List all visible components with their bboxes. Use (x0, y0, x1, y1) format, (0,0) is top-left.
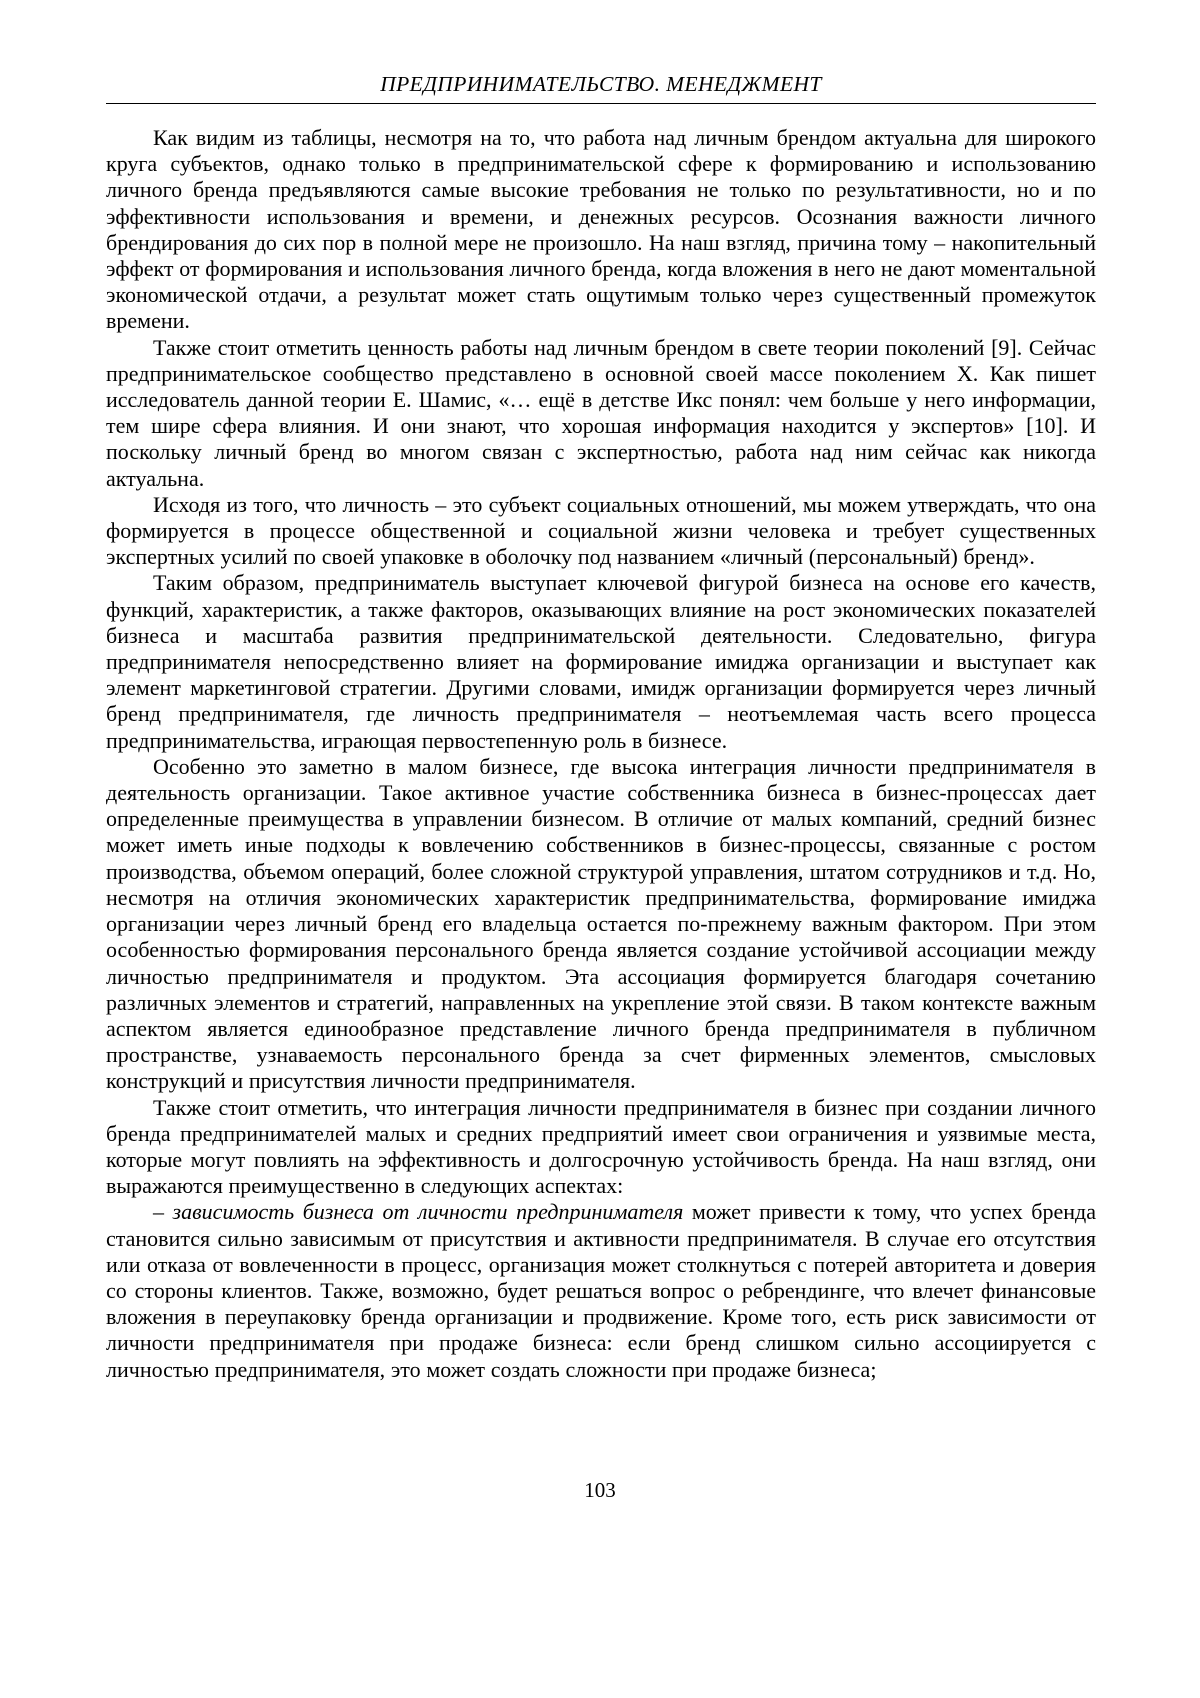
paragraph-6: Также стоит отметить, что интеграция личности предпринимателя в бизнес при создании личного бренда предпринимателей малых и средних предприятий имеет свои ограничения и уязвимые места, которые могут повлиять на эффективность и долгосрочную устойчивость бренда. На наш взгляд, они выражаются преимущественно в следующих аспектах: (106, 1094, 1096, 1199)
paragraph-1: Как видим из таблицы, несмотря на то, что работа над личным брендом актуальна для широкого круга субъектов, однако только в предпринимательской сфере к формированию и использованию личного бренда предъявляются самые высокие требования не только по результативности, но и по эффективности использования и времени, и денежных ресурсов. Осознания важности личного брендирования до сих пор в полной мере не произошло. На наш взгляд, причина тому – накопительный эффект от формирования и использования личного бренда, когда вложения в него не дают моментальной экономической отдачи, а результат может стать ощутимым только через существенный промежуток времени. (106, 125, 1096, 334)
paragraph-7-list-item (106, 1199, 1096, 1382)
list-item-text: может привести к тому, что успех бренда становится сильно зависимым от присутствия и активности предпринимателя. В случае его отсутствия или отказа от вовлеченности в процесс, организация может столкнуться с потерей авторитета и доверия со стороны клиентов. Также, возможно, будет решаться вопрос о ребрендинге, что влечет финансовые вложения в переупаковку бренда организации и продвижение. Кроме того, есть риск зависимости от личности предпринимателя при продаже бизнеса: если бренд слишком сильно ассоциируется с личностью предпринимателя, это может создать сложности при продаже бизнеса; (106, 1199, 1096, 1382)
page-footer (0, 1478, 1200, 1502)
paragraph-2: Также стоит отметить ценность работы над личным брендом в свете теории поколений [9]. Сейчас предпринимательское сообщество представлено в основной своей массе поколением X. Как пишет исследователь данной теории Е. Шамис, «… ещё в детстве Икс понял: чем больше у него информации, тем шире сфера влияния. И они знают, что хорошая информация находится у экспертов» [10]. И поскольку личный бренд во многом связан с экспертностью, работа над ним сейчас как никогда актуальна. (106, 334, 1096, 491)
page-number: 103 (584, 1478, 616, 1502)
paragraph-4: Таким образом, предприниматель выступает ключевой фигурой бизнеса на основе его качеств, функций, характеристик, а также факторов, оказывающих влияние на рост экономических показателей бизнеса и масштаба развития предпринимательской деятельности. Следовательно, фигура предпринимателя непосредственно влияет на формирование имиджа организации и выступает как элемент маркетинговой стратегии. Другими словами, имидж организации формируется через личный бренд предпринимателя, где личность предпринимателя – неотъемлемая часть всего процесса предпринимательства, играющая первостепенную роль в бизнесе. (106, 570, 1096, 753)
paragraph-5: Особенно это заметно в малом бизнесе, где высока интеграция личности предпринимателя в деятельность организации. Такое активное участие собственника бизнеса в бизнес-процессах дает определенные преимущества в управлении бизнесом. В отличие от малых компаний, средний бизнес может иметь иные подходы к вовлечению собственников в бизнес-процессы, связанные с ростом производства, объемом операций, более сложной структурой управления, штатом сотрудников и т.д. Но, несмотря на отличия экономических характеристик предпринимательства, формирование имиджа организации через личный бренд его владельца остается по-прежнему важным фактором. При этом особенностью формирования персонального бренда является создание устойчивой ассоциации между личностью предпринимателя и продуктом. Эта ассоциация формируется благодаря сочетанию различных элементов и стратегий, направленных на укрепление этой связи. В таком контексте важным аспектом является единообразное представление личного бренда предпринимателя в публичном пространстве, узнаваемость персонального бренда за счет фирменных элементов, смысловых конструкций и присутствия личности предпринимателя. (106, 753, 1096, 1094)
header-rule (106, 103, 1096, 104)
running-header-title: ПРЕДПРИНИМАТЕЛЬСТВО. МЕНЕДЖМЕНТ (380, 72, 822, 96)
paragraph-3: Исходя из того, что личность – это субъект социальных отношений, мы можем утверждать, что она формируется в процессе общественной и социальной жизни человека и требует существенных экспертных усилий по своей упаковке в оболочку под названием «личный (персональный) бренд». (106, 491, 1096, 570)
list-item-term-italic: – зависимость бизнеса от личности предпринимателя (153, 1199, 684, 1225)
article-body (106, 125, 1096, 1383)
running-header (106, 72, 1096, 104)
